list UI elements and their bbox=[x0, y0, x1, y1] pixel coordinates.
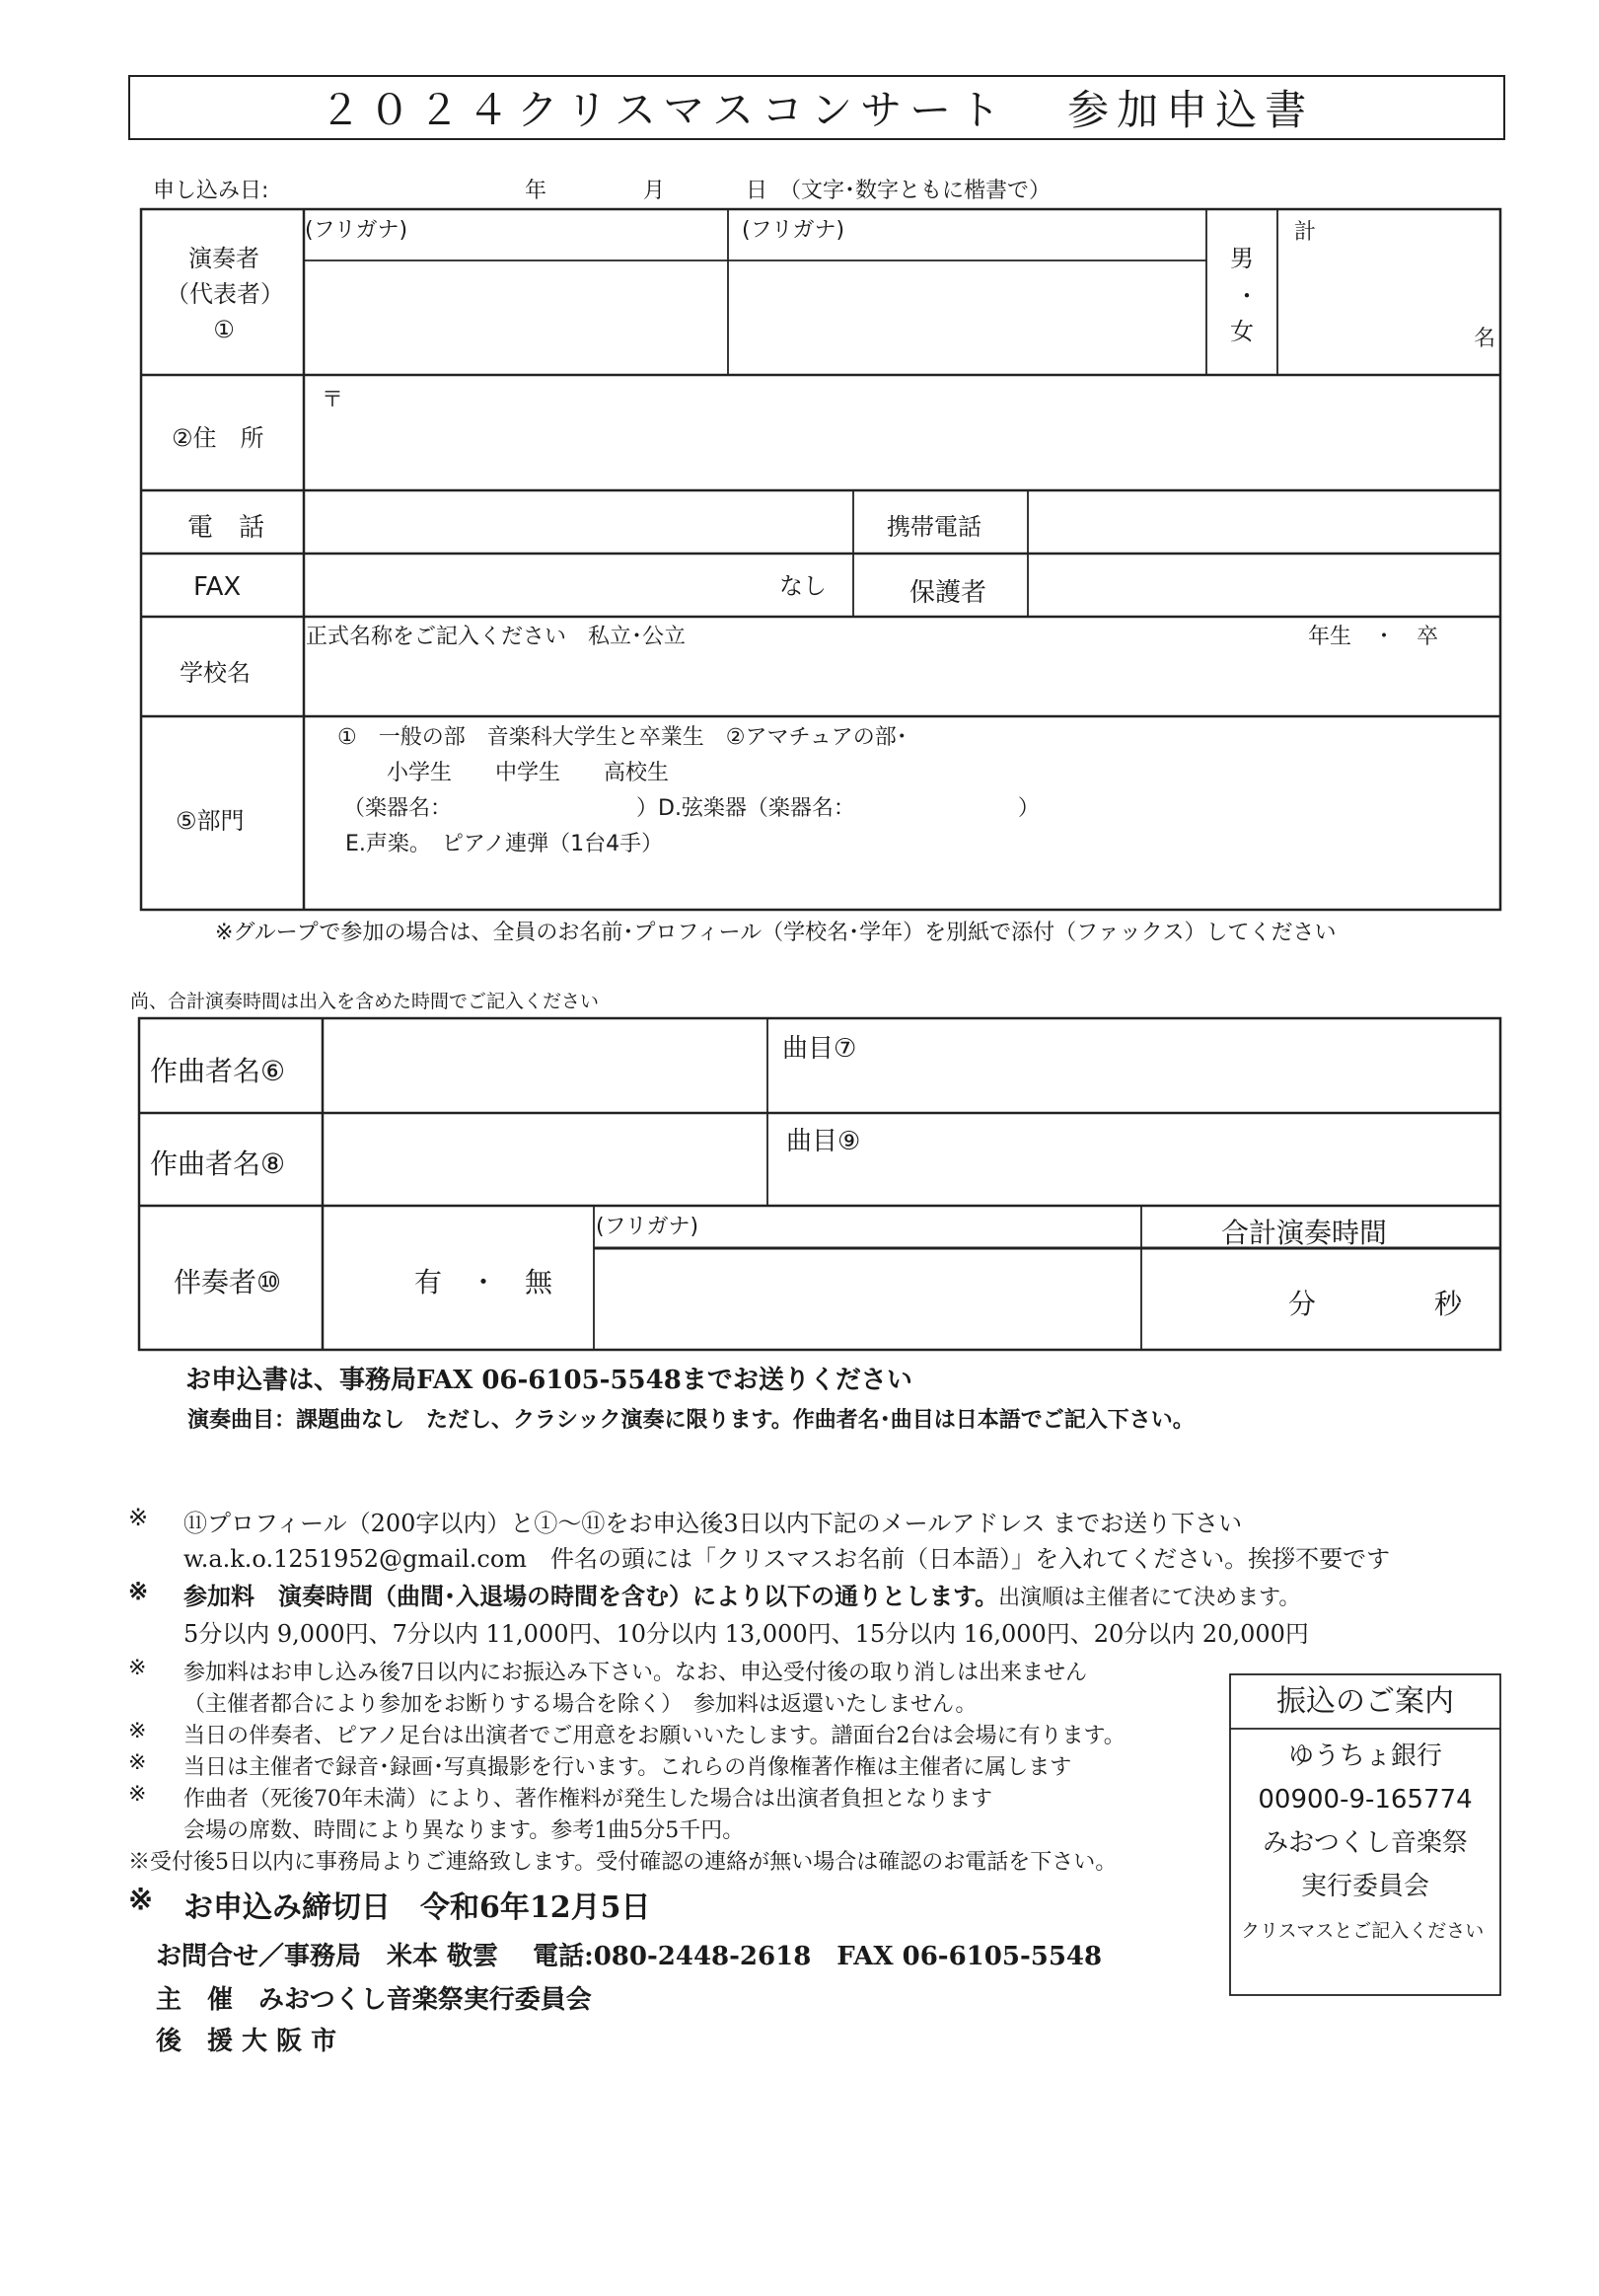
guardian-field[interactable] bbox=[1030, 555, 1498, 615]
sex-male[interactable]: 男 bbox=[1230, 245, 1254, 272]
furigana-label-2: (フリガナ) bbox=[742, 218, 845, 243]
date-label: 申し込み日: bbox=[153, 179, 269, 203]
bank-box bbox=[1231, 1677, 1499, 1943]
composer-6-label: 作曲者名⑥ bbox=[150, 1055, 286, 1087]
address-label: ②住 所 bbox=[172, 424, 264, 452]
accompanist-label: 伴奏者⑩ bbox=[174, 1266, 282, 1298]
group-note: ※グループで参加の場合は、全員のお名前･プロフィール（学校名･学年）を別紙で添付（ファックス）してください bbox=[215, 921, 1337, 945]
bank-name: ゆうちょ銀行 bbox=[1287, 1741, 1442, 1771]
fax-label: FAX bbox=[193, 572, 242, 602]
date-year: 年 bbox=[525, 179, 547, 203]
address-field[interactable] bbox=[306, 377, 1498, 488]
piece-9-label: 曲目⑨ bbox=[786, 1127, 861, 1156]
name-field-2[interactable] bbox=[730, 262, 1204, 373]
date-note: （文字･数字ともに楷書で） bbox=[779, 179, 1052, 203]
division-line-2[interactable]: 小学生 中学生 高校生 bbox=[387, 761, 670, 785]
contact: お問合せ／事務局 米本 敬雲 電話:080-2448-2618 FAX 06-6105-5548 bbox=[156, 1942, 1103, 1971]
form2-intro: 尚、合計演奏時間は出入を含めた時間でご記入ください bbox=[130, 991, 600, 1012]
composer-8-label: 作曲者名⑧ bbox=[150, 1148, 286, 1180]
accompanist-furigana: (フリガナ) bbox=[596, 1215, 699, 1239]
mobile-field[interactable] bbox=[1030, 492, 1498, 552]
deadline-mark: ※ bbox=[128, 1883, 154, 1917]
bank-account: 00900-9-165774 bbox=[1258, 1785, 1473, 1815]
deadline: お申込み締切日 令和6年12月5日 bbox=[183, 1890, 651, 1925]
accompanist-name-field[interactable] bbox=[596, 1250, 1139, 1348]
accompanist-yes-no[interactable]: 有 ・ 無 bbox=[414, 1266, 553, 1298]
bank-holder-2: 実行委員会 bbox=[1300, 1872, 1429, 1901]
composer-8-field[interactable] bbox=[325, 1115, 765, 1204]
title-right: 参加申込書 bbox=[1067, 86, 1315, 134]
division-label: ⑤部門 bbox=[176, 807, 245, 835]
piece-7-field[interactable] bbox=[769, 1020, 1498, 1111]
total-label: 計 bbox=[1294, 220, 1317, 245]
piece-note: 演奏曲目：課題曲なし ただし、クラシック演奏に限ります。作曲者名･曲目は日本語でご記入下さい。 bbox=[187, 1408, 1195, 1433]
organizer: 主 催 みおつくし音楽祭実行委員会 bbox=[156, 1985, 592, 2015]
phone-field[interactable] bbox=[306, 492, 851, 552]
sex-dot: ・ bbox=[1235, 282, 1259, 310]
seconds-label: 秒 bbox=[1434, 1288, 1463, 1320]
school-field[interactable] bbox=[306, 651, 1498, 714]
date-month: 月 bbox=[643, 179, 666, 203]
furigana-label-1: (フリガナ) bbox=[305, 218, 408, 243]
guardian-label: 保護者 bbox=[909, 578, 987, 608]
minutes-label: 分 bbox=[1288, 1288, 1317, 1320]
fax-none[interactable]: なし bbox=[779, 572, 827, 600]
phone-label: 電 話 bbox=[187, 513, 265, 543]
bank-title: 振込のご案内 bbox=[1276, 1684, 1454, 1719]
name-field-1[interactable] bbox=[306, 262, 726, 373]
postal-mark: 〒 bbox=[322, 388, 344, 412]
people-label: 名 bbox=[1474, 327, 1496, 351]
performer-label: 演奏者 （代表者） ① bbox=[166, 245, 284, 343]
piece-9-field[interactable] bbox=[769, 1115, 1498, 1204]
composer-6-field[interactable] bbox=[325, 1020, 765, 1111]
total-time-label: 合計演奏時間 bbox=[1221, 1217, 1388, 1249]
fax-field[interactable] bbox=[306, 555, 851, 615]
title-left: ２０２４クリスマスコンサート bbox=[319, 86, 1009, 134]
date-day: 日 bbox=[746, 179, 768, 203]
send-note: お申込書は、事務局FAX 06-6105-5548までお送りください bbox=[185, 1366, 912, 1395]
piece-7-label: 曲目⑦ bbox=[782, 1034, 857, 1064]
bank-note: クリスマスとご記入ください bbox=[1241, 1920, 1485, 1942]
bank-holder-1: みおつくし音楽祭 bbox=[1263, 1828, 1468, 1858]
sex-female[interactable]: 女 bbox=[1230, 318, 1254, 345]
division-line-1[interactable]: ① 一般の部 音楽科大学生と卒業生 ②アマチュアの部･ bbox=[337, 725, 908, 750]
school-label: 学校名 bbox=[180, 659, 251, 687]
support: 後 援 大 阪 市 bbox=[156, 2027, 337, 2056]
grade-label: 年生 ・ 卒 bbox=[1308, 625, 1439, 649]
division-line-3[interactable]: （楽器名： ）D.弦楽器（楽器名： ） bbox=[343, 796, 1040, 821]
mobile-label: 携帯電話 bbox=[887, 513, 981, 541]
division-line-4[interactable]: E.声楽。 ピアノ連弾（1台4手） bbox=[345, 832, 664, 856]
school-note: 正式名称をご記入ください 私立･公立 bbox=[306, 625, 687, 649]
